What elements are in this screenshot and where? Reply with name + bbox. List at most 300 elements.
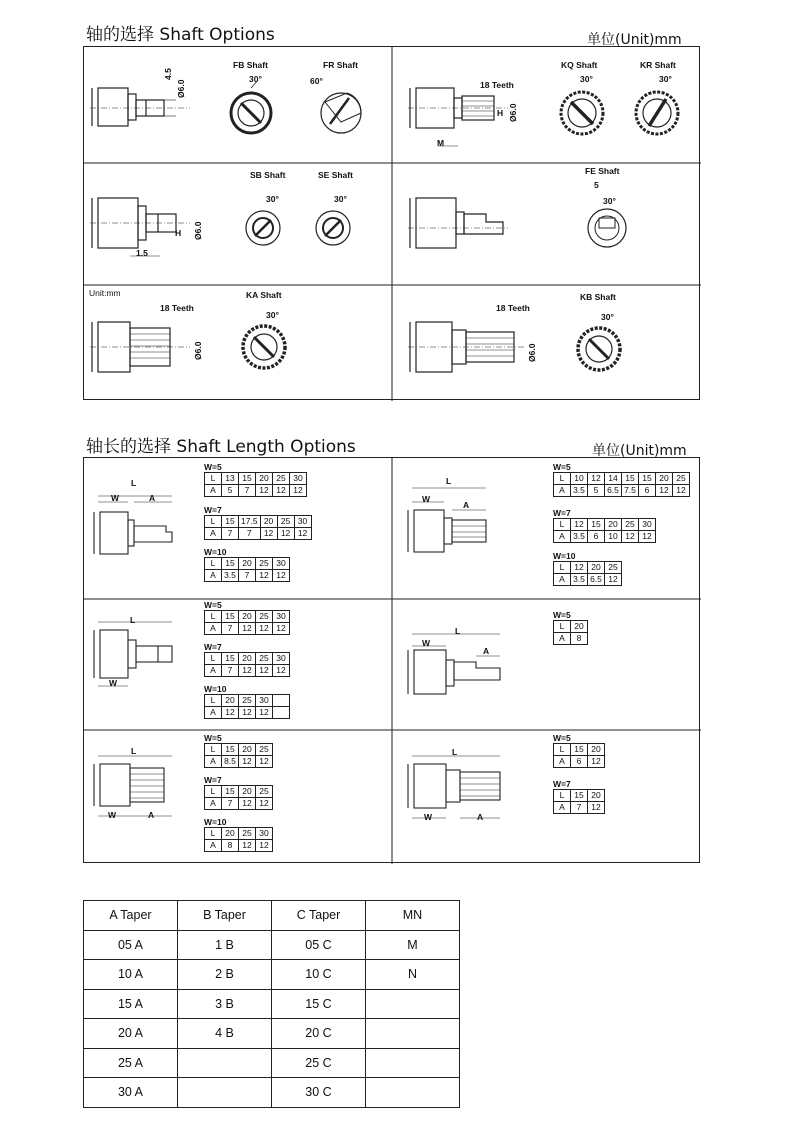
table-row [554, 531, 656, 543]
value-cell: 12 [290, 485, 307, 497]
row-header-a: A [554, 531, 571, 543]
fr-angle-label: 60° [310, 76, 323, 86]
taper-cell: 15 C [272, 989, 366, 1019]
value-cell: 7 [222, 665, 239, 677]
value-cell: 20 [239, 653, 256, 665]
p2-group-2-label: W=10 [553, 551, 576, 561]
p4-w-dim: W [422, 638, 431, 648]
value-cell: 25 [277, 516, 294, 528]
value-cell: 12 [639, 531, 656, 543]
value-cell: 12 [588, 473, 605, 485]
row-header-a: A [205, 756, 222, 768]
taper-cell [366, 989, 460, 1019]
taper-cell [366, 1019, 460, 1049]
kq-end-view [557, 88, 607, 138]
value-cell: 12 [256, 570, 273, 582]
fb-diameter-dim: Ø6.0 [176, 79, 186, 98]
value-cell: 15 [588, 519, 605, 531]
table-row [205, 828, 273, 840]
value-cell [273, 695, 290, 707]
kq-h-dim: H [497, 108, 504, 118]
p3-group-2-label: W=10 [204, 684, 227, 694]
row-header-l: L [554, 790, 571, 802]
value-cell: 12 [256, 623, 273, 635]
taper-header-row [84, 901, 460, 931]
fr-shaft-label: FR Shaft [323, 60, 358, 70]
value-cell: 17.5 [239, 516, 261, 528]
taper-header-cell: MN [366, 901, 460, 931]
fe-width-dim: 5 [594, 180, 599, 190]
table-row [84, 960, 460, 990]
table-row [205, 611, 290, 623]
row-header-a: A [205, 798, 222, 810]
value-cell: 7 [239, 528, 261, 540]
value-cell: 10 [571, 473, 588, 485]
value-cell: 30 [273, 558, 290, 570]
value-cell: 3.5 [571, 574, 588, 586]
se-angle-label: 30° [334, 194, 347, 204]
value-cell: 5 [588, 485, 605, 497]
ka-teeth-label: 18 Teeth [160, 303, 194, 313]
fe-end-view [585, 206, 630, 251]
value-cell: 20 [239, 558, 256, 570]
value-cell: 6.5 [588, 574, 605, 586]
p6-a-dim: A [477, 812, 484, 822]
value-cell: 12 [222, 707, 239, 719]
value-cell: 15 [222, 516, 239, 528]
value-cell: 12 [273, 485, 290, 497]
row-header-a: A [205, 485, 222, 497]
p5-l-dim: L [131, 746, 137, 756]
fb-angle-label: 30° [249, 74, 262, 84]
value-cell: 12 [673, 485, 690, 497]
row-header-l: L [554, 473, 571, 485]
p5-group-2-table [204, 827, 273, 852]
taper-cell: 10 A [84, 960, 178, 990]
row-header-l: L [205, 744, 222, 756]
table-row [84, 930, 460, 960]
row-header-l: L [205, 653, 222, 665]
kb-side-drawing [408, 318, 528, 388]
fe-shaft-label: FE Shaft [585, 166, 620, 176]
value-cell: 15 [222, 786, 239, 798]
value-cell: 12 [256, 840, 273, 852]
p3-l-dim: L [130, 615, 136, 625]
value-cell: 10 [605, 531, 622, 543]
value-cell: 6.5 [605, 485, 622, 497]
kq-diameter-dim: Ø6.0 [508, 103, 518, 122]
value-cell: 20 [260, 516, 277, 528]
kb-end-view [575, 325, 623, 373]
taper-cell: 1 B [178, 930, 272, 960]
value-cell: 25 [256, 611, 273, 623]
p4-group-0-table [553, 620, 588, 645]
taper-cell: 25 A [84, 1048, 178, 1078]
value-cell: 12 [239, 798, 256, 810]
sb-h-dim: H [175, 228, 182, 238]
table-row [554, 633, 588, 645]
se-shaft-label: SE Shaft [318, 170, 353, 180]
p5-group-0-table [204, 743, 273, 768]
table-row [84, 1078, 460, 1108]
p1-w-dim: W [111, 493, 120, 503]
value-cell: 30 [294, 516, 311, 528]
value-cell: 30 [256, 828, 273, 840]
p3-group-0-table [204, 610, 290, 635]
kq-angle-label: 30° [580, 74, 593, 84]
fb-shaft-label: FB Shaft [233, 60, 268, 70]
sb-diameter-dim: Ø6.0 [193, 221, 203, 240]
p1-a-dim: A [149, 493, 156, 503]
value-cell: 7 [222, 623, 239, 635]
value-cell: 15 [222, 653, 239, 665]
table-row [205, 840, 273, 852]
p2-group-0-table [553, 472, 690, 497]
p3-group-2-table [204, 694, 290, 719]
unit-mm-label: Unit:mm [89, 288, 121, 298]
value-cell: 12 [256, 707, 273, 719]
fe-side-drawing [408, 192, 518, 262]
p1-group-0-table [204, 472, 307, 497]
table-row [205, 786, 273, 798]
value-cell: 12 [656, 485, 673, 497]
kq-m-dim: M [437, 138, 445, 148]
kb-diameter-dim: Ø6.0 [527, 343, 537, 362]
value-cell: 20 [239, 611, 256, 623]
p6-w-dim: W [424, 812, 433, 822]
fr-end-view [316, 88, 366, 138]
table-row [554, 802, 605, 814]
value-cell: 7 [239, 485, 256, 497]
p2-group-0-label: W=5 [553, 462, 571, 472]
value-cell: 8.5 [222, 756, 239, 768]
table-row [554, 756, 605, 768]
value-cell: 25 [622, 519, 639, 531]
value-cell: 15 [571, 744, 588, 756]
p3-group-0-label: W=5 [204, 600, 222, 610]
p2-l-dim: L [446, 476, 452, 486]
value-cell: 14 [605, 473, 622, 485]
row-header-l: L [205, 695, 222, 707]
table-row [554, 485, 690, 497]
p5-group-1-label: W=7 [204, 775, 222, 785]
value-cell: 30 [273, 611, 290, 623]
table-row [205, 528, 312, 540]
taper-header-cell: C Taper [272, 901, 366, 931]
value-cell: 30 [639, 519, 656, 531]
value-cell: 25 [273, 473, 290, 485]
value-cell: 12 [239, 707, 256, 719]
table-row [205, 707, 290, 719]
ka-angle-label: 30° [266, 310, 279, 320]
table-row [205, 558, 290, 570]
taper-cell: 3 B [178, 989, 272, 1019]
p4-group-0-label: W=5 [553, 610, 571, 620]
p2-group-1-label: W=7 [553, 508, 571, 518]
taper-cell: 2 B [178, 960, 272, 990]
table-row [205, 695, 290, 707]
row-header-a: A [554, 756, 571, 768]
value-cell: 20 [605, 519, 622, 531]
taper-cell: 15 A [84, 989, 178, 1019]
p6-l-dim: L [452, 747, 458, 757]
value-cell: 20 [588, 562, 605, 574]
kr-end-view [632, 88, 682, 138]
value-cell: 12 [273, 570, 290, 582]
row-header-l: L [205, 786, 222, 798]
row-header-a: A [554, 633, 571, 645]
value-cell: 12 [239, 756, 256, 768]
value-cell: 25 [256, 558, 273, 570]
ka-diameter-dim: Ø6.0 [193, 341, 203, 360]
value-cell: 3.5 [222, 570, 239, 582]
value-cell: 7 [239, 570, 256, 582]
fe-angle-label: 30° [603, 196, 616, 206]
taper-header-cell: A Taper [84, 901, 178, 931]
p5-group-0-label: W=5 [204, 733, 222, 743]
value-cell: 8 [222, 840, 239, 852]
p6-group-0-label: W=5 [553, 733, 571, 743]
value-cell: 20 [588, 744, 605, 756]
value-cell: 20 [256, 473, 273, 485]
table-row [84, 1048, 460, 1078]
value-cell: 12 [571, 562, 588, 574]
value-cell: 12 [571, 519, 588, 531]
p2-group-2-table [553, 561, 622, 586]
table-row [205, 653, 290, 665]
value-cell: 5 [222, 485, 239, 497]
taper-cell: 05 C [272, 930, 366, 960]
kb-shaft-label: KB Shaft [580, 292, 616, 302]
value-cell: 7 [571, 802, 588, 814]
value-cell: 3.5 [571, 531, 588, 543]
value-cell: 3.5 [571, 485, 588, 497]
value-cell: 7 [222, 798, 239, 810]
table-row [554, 621, 588, 633]
value-cell: 12 [256, 798, 273, 810]
row-header-a: A [554, 485, 571, 497]
p1-group-0-label: W=5 [204, 462, 222, 472]
value-cell: 15 [222, 558, 239, 570]
table-row [205, 473, 307, 485]
row-header-l: L [554, 621, 571, 633]
value-cell: 30 [273, 653, 290, 665]
p5-w-dim: W [108, 810, 117, 820]
row-header-l: L [554, 519, 571, 531]
value-cell: 20 [239, 744, 256, 756]
value-cell: 8 [571, 633, 588, 645]
value-cell [273, 707, 290, 719]
value-cell: 20 [588, 790, 605, 802]
p2-a-dim: A [463, 500, 470, 510]
sb-end-view [243, 208, 283, 248]
length-drawing-6 [406, 752, 516, 822]
value-cell: 25 [256, 786, 273, 798]
shaft-length-title: 轴长的选择 Shaft Length Options [86, 437, 356, 457]
p6-group-1-table [553, 789, 605, 814]
taper-table [83, 900, 460, 1108]
ka-shaft-label: KA Shaft [246, 290, 282, 300]
taper-cell: 4 B [178, 1019, 272, 1049]
value-cell: 15 [239, 473, 256, 485]
shaft-length-unit: 单位(Unit)mm [592, 443, 687, 459]
value-cell: 12 [256, 665, 273, 677]
taper-cell [366, 1078, 460, 1108]
row-header-a: A [554, 574, 571, 586]
value-cell: 12 [239, 840, 256, 852]
value-cell: 12 [273, 623, 290, 635]
value-cell: 25 [256, 744, 273, 756]
value-cell: 15 [639, 473, 656, 485]
taper-cell: 25 C [272, 1048, 366, 1078]
table-row [205, 798, 273, 810]
p1-group-1-table [204, 515, 312, 540]
value-cell: 6 [588, 531, 605, 543]
value-cell: 25 [256, 653, 273, 665]
row-header-l: L [205, 828, 222, 840]
p5-group-1-table [204, 785, 273, 810]
value-cell: 15 [622, 473, 639, 485]
row-header-a: A [205, 665, 222, 677]
value-cell: 25 [239, 828, 256, 840]
value-cell: 30 [290, 473, 307, 485]
table-row [554, 562, 622, 574]
length-drawing-2 [406, 480, 516, 560]
row-header-l: L [205, 516, 222, 528]
value-cell: 12 [273, 665, 290, 677]
row-header-l: L [205, 611, 222, 623]
value-cell: 12 [239, 623, 256, 635]
value-cell: 15 [571, 790, 588, 802]
taper-cell: 20 C [272, 1019, 366, 1049]
table-row [205, 570, 290, 582]
p5-group-2-label: W=10 [204, 817, 227, 827]
kb-teeth-label: 18 Teeth [496, 303, 530, 313]
row-header-a: A [554, 802, 571, 814]
value-cell: 12 [588, 756, 605, 768]
value-cell: 20 [571, 621, 588, 633]
p1-group-2-table [204, 557, 290, 582]
taper-cell: N [366, 960, 460, 990]
value-cell: 15 [222, 611, 239, 623]
value-cell: 12 [605, 574, 622, 586]
p1-l-dim: L [131, 478, 137, 488]
kr-shaft-label: KR Shaft [640, 60, 676, 70]
table-row [205, 623, 290, 635]
shaft-options-title: 轴的选择 Shaft Options [86, 25, 275, 45]
row-header-a: A [205, 570, 222, 582]
p3-group-1-table [204, 652, 290, 677]
value-cell: 12 [294, 528, 311, 540]
taper-cell: 10 C [272, 960, 366, 990]
value-cell: 12 [256, 485, 273, 497]
value-cell: 20 [656, 473, 673, 485]
taper-header-cell: B Taper [178, 901, 272, 931]
table-row [205, 485, 307, 497]
table-row [554, 744, 605, 756]
value-cell: 7 [222, 528, 239, 540]
value-cell: 12 [622, 531, 639, 543]
kr-angle-label: 30° [659, 74, 672, 84]
value-cell: 6 [571, 756, 588, 768]
value-cell: 7.5 [622, 485, 639, 497]
taper-cell [366, 1048, 460, 1078]
taper-cell [178, 1078, 272, 1108]
table-row [205, 516, 312, 528]
row-header-a: A [205, 707, 222, 719]
value-cell: 20 [222, 695, 239, 707]
p3-group-1-label: W=7 [204, 642, 222, 652]
sb-length-dim: 1.5 [136, 248, 148, 258]
value-cell: 12 [256, 756, 273, 768]
taper-cell: 20 A [84, 1019, 178, 1049]
row-header-l: L [205, 558, 222, 570]
taper-cell [178, 1048, 272, 1078]
p1-group-1-label: W=7 [204, 505, 222, 515]
value-cell: 12 [277, 528, 294, 540]
taper-cell: M [366, 930, 460, 960]
p6-group-1-label: W=7 [553, 779, 571, 789]
table-row [554, 790, 605, 802]
ka-end-view [240, 323, 288, 371]
row-header-l: L [554, 562, 571, 574]
p4-l-dim: L [455, 626, 461, 636]
value-cell: 15 [222, 744, 239, 756]
value-cell: 25 [239, 695, 256, 707]
p2-w-dim: W [422, 494, 431, 504]
row-header-l: L [554, 744, 571, 756]
table-row [205, 665, 290, 677]
row-header-l: L [205, 473, 222, 485]
table-row [554, 574, 622, 586]
row-header-a: A [205, 623, 222, 635]
kq-shaft-label: KQ Shaft [561, 60, 598, 70]
value-cell: 25 [673, 473, 690, 485]
value-cell: 12 [260, 528, 277, 540]
p2-group-1-table [553, 518, 656, 543]
p5-a-dim: A [148, 810, 155, 820]
sb-angle-label: 30° [266, 194, 279, 204]
value-cell: 12 [588, 802, 605, 814]
p4-a-dim: A [483, 646, 490, 656]
value-cell: 20 [239, 786, 256, 798]
table-row [205, 744, 273, 756]
se-end-view [313, 208, 353, 248]
shaft-options-unit: 单位(Unit)mm [587, 32, 682, 48]
table-row [84, 1019, 460, 1049]
ka-side-drawing [90, 318, 200, 388]
value-cell: 6 [639, 485, 656, 497]
value-cell: 30 [256, 695, 273, 707]
table-row [84, 989, 460, 1019]
value-cell: 25 [605, 562, 622, 574]
taper-cell: 05 A [84, 930, 178, 960]
row-header-a: A [205, 528, 222, 540]
table-row [554, 473, 690, 485]
table-row [554, 519, 656, 531]
length-drawing-1 [92, 482, 202, 562]
row-header-a: A [205, 840, 222, 852]
value-cell: 20 [222, 828, 239, 840]
fb-end-view [226, 88, 276, 138]
p6-group-0-table [553, 743, 605, 768]
p1-group-2-label: W=10 [204, 547, 227, 557]
kb-angle-label: 30° [601, 312, 614, 322]
value-cell: 12 [239, 665, 256, 677]
taper-cell: 30 A [84, 1078, 178, 1108]
sb-shaft-label: SB Shaft [250, 170, 286, 180]
fb-height-dim: 4.5 [163, 68, 173, 80]
